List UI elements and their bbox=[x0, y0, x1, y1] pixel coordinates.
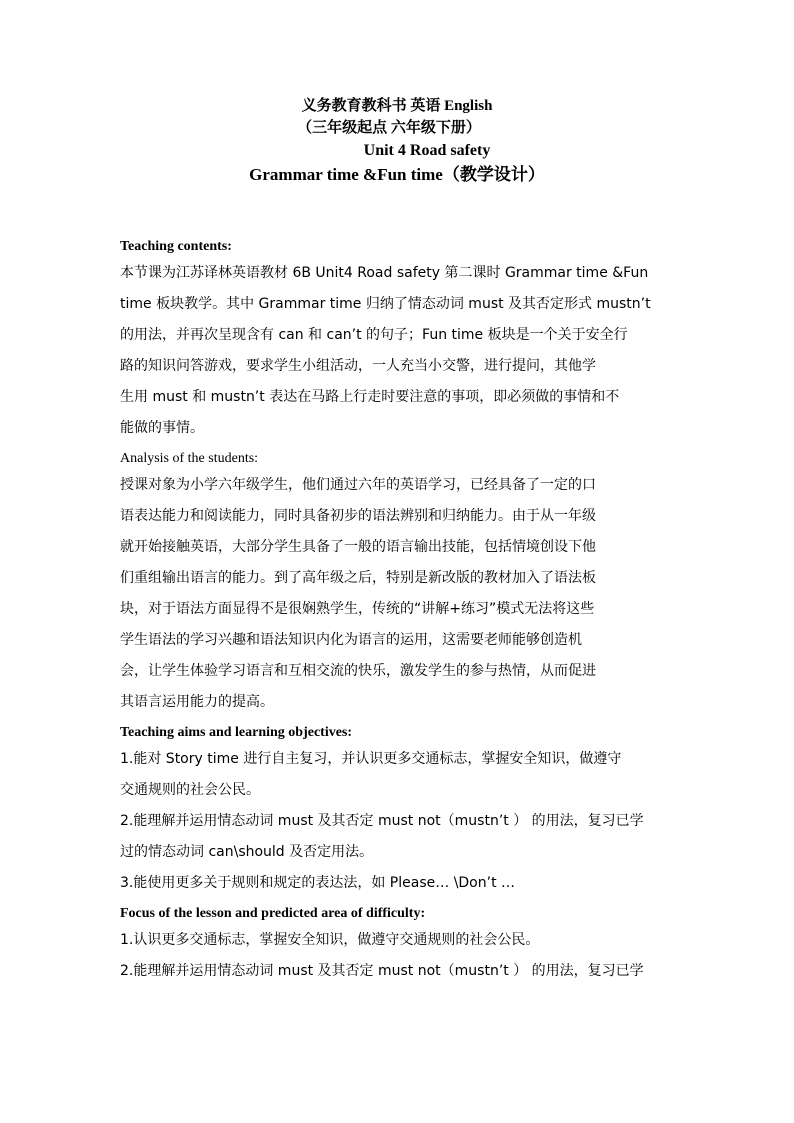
section-title-analysis: Analysis of the students: bbox=[120, 451, 259, 466]
text-line: 1.认识更多交通标志，掌握安全知识，做遵守交通规则的社会公民。 bbox=[120, 932, 540, 948]
section-title-teaching-aims: Teaching aims and learning objectives: bbox=[120, 725, 353, 740]
text-line: 1.能对 Story time 进行自主复习，并认识更多交通标志，掌握安全知识，做遵守 bbox=[120, 751, 622, 767]
doc-header-grade: （三年级起点 六年级下册） bbox=[297, 120, 481, 136]
paragraph-teaching-contents bbox=[120, 258, 680, 444]
paragraph-focus bbox=[120, 925, 680, 987]
text-line: 们重组输出语言的能力。到了高年级之后，特别是新改版的教材加入了语法板 bbox=[120, 570, 596, 586]
text-line: 交通规则的社会公民。 bbox=[120, 782, 260, 798]
text-line: time 板块教学。其中 Grammar time 归纳了情态动词 must 及其否定形式 mustn’t bbox=[120, 296, 651, 312]
text-line: 就开始接触英语，大部分学生具备了一般的语言输出技能，包括情境创设下他 bbox=[120, 539, 596, 555]
text-line: 2.能理解并运用情态动词 must 及其否定 must not（mustn’t ） 的用法，复习已学 bbox=[120, 813, 644, 829]
doc-header-textbook: 义务教育教科书 英语 English bbox=[301, 98, 493, 114]
text-line: 学生语法的学习兴趣和语法知识内化为语言的运用，这需要老师能够创造机 bbox=[120, 632, 582, 648]
section-title-teaching-contents: Teaching contents: bbox=[120, 239, 232, 254]
text-line: 其语言运用能力的提高。 bbox=[120, 694, 274, 710]
doc-header-lesson-title: Grammar time &Fun time（教学设计） bbox=[249, 165, 545, 184]
text-line: 会，让学生体验学习语言和互相交流的快乐，激发学生的参与热情，从而促进 bbox=[120, 663, 596, 679]
text-line: 3.能使用更多关于规则和规定的表达法，如 Please… \Don’t … bbox=[120, 875, 516, 891]
text-line: 2.能理解并运用情态动词 must 及其否定 must not（mustn’t ） 的用法，复习已学 bbox=[120, 963, 644, 979]
text-line: 过的情态动词 can\should 及否定用法。 bbox=[120, 844, 374, 860]
text-line: 能做的事情。 bbox=[120, 420, 204, 436]
section-title-focus: Focus of the lesson and predicted area of difficulty: bbox=[120, 906, 426, 921]
doc-header-unit: Unit 4 Road safety bbox=[363, 142, 491, 159]
text-line: 块，对于语法方面显得不是很娴熟学生，传统的“讲解+练习”模式无法将这些 bbox=[120, 601, 595, 617]
paragraph-teaching-aims bbox=[120, 744, 680, 899]
paragraph-analysis bbox=[120, 470, 680, 718]
text-line: 语表达能力和阅读能力，同时具备初步的语法辨别和归纳能力。由于从一年级 bbox=[120, 508, 596, 524]
text-line: 生用 must 和 mustn’t 表达在马路上行走时要注意的事项，即必须做的事情和不 bbox=[120, 389, 620, 405]
document-body bbox=[120, 236, 680, 987]
text-line: 的用法，并再次呈现含有 can 和 can’t 的句子；Fun time 板块是一个关于安全行 bbox=[120, 327, 628, 343]
text-line: 路的知识问答游戏，要求学生小组活动，一人充当小交警，进行提问，其他学 bbox=[120, 358, 596, 374]
text-line: 授课对象为小学六年级学生，他们通过六年的英语学习，已经具备了一定的口 bbox=[120, 477, 596, 493]
text-line: 本节课为江苏译林英语教材 6B Unit4 Road safety 第二课时 Grammar time &Fun bbox=[120, 265, 649, 281]
